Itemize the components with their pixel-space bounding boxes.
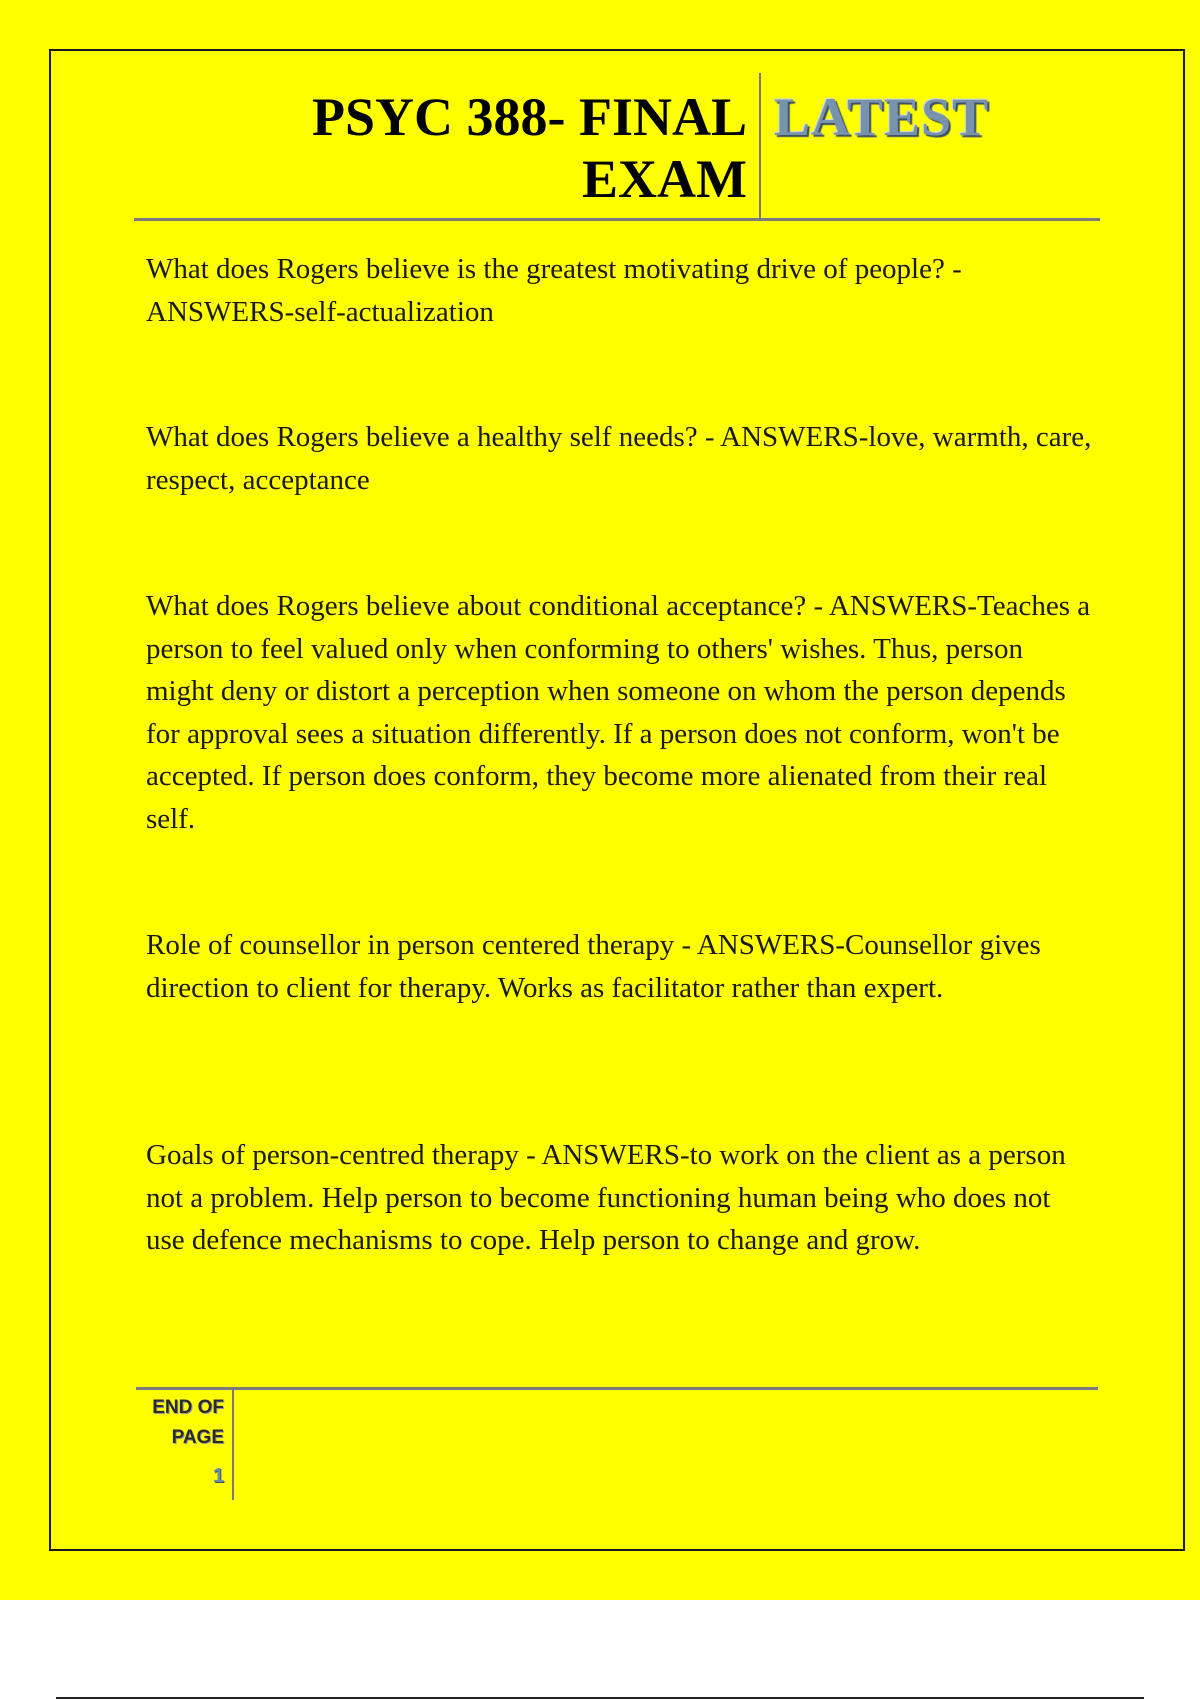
footer-divider [232, 1390, 234, 1500]
header-divider [759, 73, 761, 219]
header-rule [134, 218, 1100, 221]
qa-item: Goals of person-centred therapy - ANSWERS-to work on the client as a person not a problem. Help person to become functioning human being who does not use defence mechanisms to cope. Help person to change and grow. [146, 1139, 1066, 1256]
qa-item: What does Rogers believe is the greatest motivating drive of people? - ANSWERS-self-actualization [146, 253, 962, 328]
page-number: 1 [212, 1465, 224, 1487]
latest-badge: LATEST [774, 87, 990, 147]
qa-item: Role of counsellor in person centered therapy - ANSWERS-Counsellor gives direction to client for therapy. Works as facilitator rather than expert. [146, 929, 1041, 1004]
footer-rule [136, 1387, 1098, 1390]
end-of-page-label: END OF PAGE [152, 1397, 224, 1448]
qa-item: What does Rogers believe a healthy self needs? - ANSWERS-love, warmth, care, respect, acceptance [146, 421, 1092, 496]
qa-item: What does Rogers believe about conditional acceptance? - ANSWERS-Teaches a person to feel valued only when conforming to others' wishes. Thus, person might deny or distort a perception when someone on whom the person depends for approval sees a situation differently. If a person does not conform, won't be accepted. If person does conform, they become more alienated from their real self. [146, 590, 1091, 835]
bottom-rule [56, 1697, 1144, 1699]
page-title: PSYC 388- FINAL EXAM [311, 87, 747, 209]
